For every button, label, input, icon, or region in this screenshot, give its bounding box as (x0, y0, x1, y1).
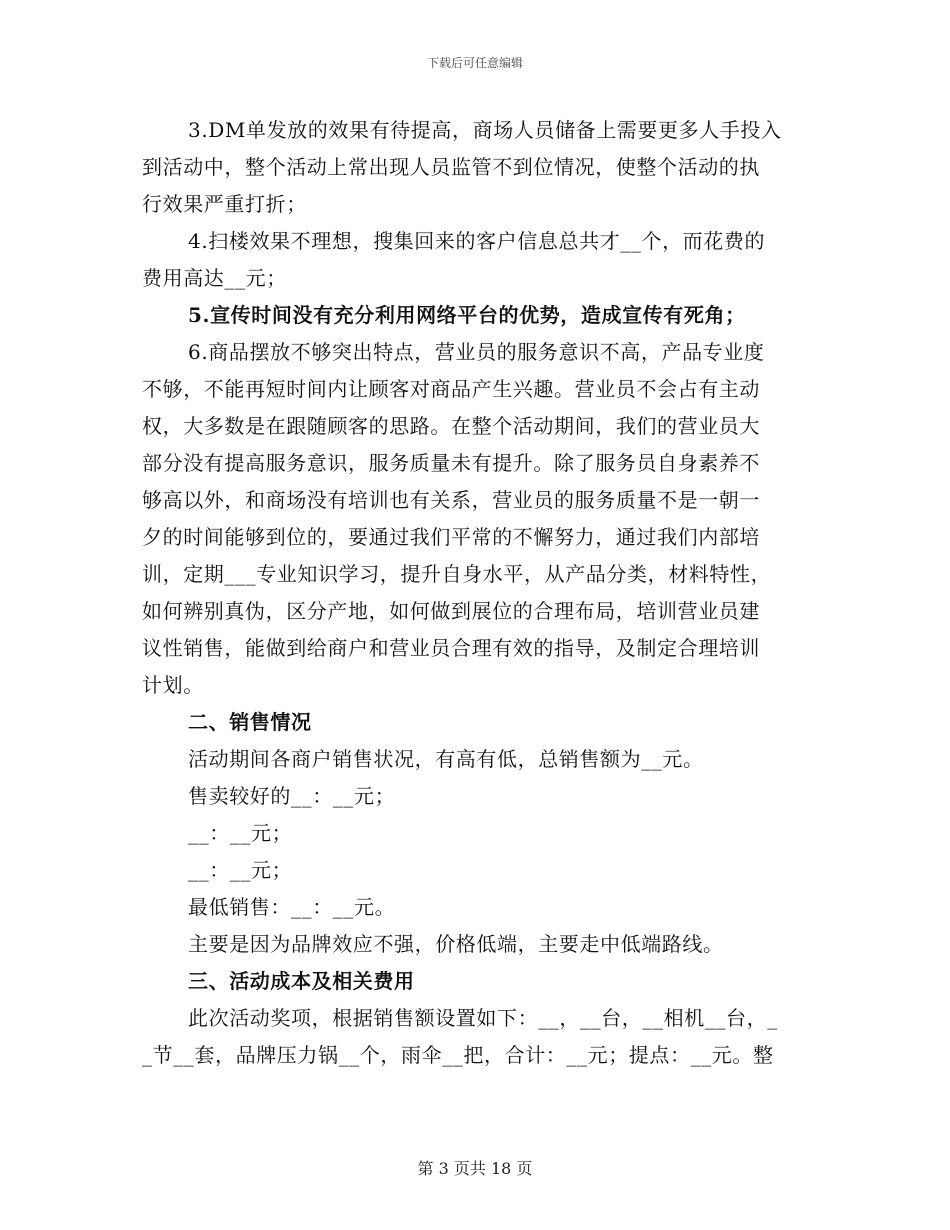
paragraph-line: 最低销售：__：__元。 (188, 895, 396, 919)
paragraph-line: 部分没有提高服务意识，服务质量未有提升。除了服务员自身素养不 (142, 451, 760, 475)
paragraph-line: 训，定期___专业知识学习，提升自身水平，从产品分类，材料特性， (142, 562, 772, 586)
paragraph-line: __：__元； (188, 821, 293, 845)
document-body (142, 112, 802, 1074)
paragraph-line: 费用高达__元； (142, 266, 287, 290)
paragraph-line: 售卖较好的__：__元； (188, 784, 396, 808)
paragraph-line: 3.DM单发放的效果有待提高，商场人员储备上需要更多人手投入 (188, 118, 782, 142)
paragraph-line: 如何辨别真伪，区分产地，如何做到展位的合理布局，培训营业员建 (142, 599, 760, 623)
paragraph-line: 权，大多数是在跟随顾客的思路。在整个活动期间，我们的营业员大 (142, 414, 760, 438)
page-header: 下载后可任意编辑 (426, 56, 523, 70)
page-number: 第 3 页共 18 页 (417, 1159, 533, 1178)
section-heading-costs: 三、活动成本及相关费用 (188, 969, 415, 993)
paragraph-line: 行效果严重打折； (142, 192, 307, 216)
paragraph-line: 此次活动奖项，根据销售额设置如下：__，__台，__相机__台，_ (188, 1006, 778, 1030)
paragraph-line: 议性销售，能做到给商户和营业员合理有效的指导，及制定合理培训 (142, 636, 760, 660)
paragraph-line: __：__元； (188, 858, 293, 882)
paragraph-line: 6.商品摆放不够突出特点，营业员的服务意识不高，产品专业度 (188, 340, 765, 364)
paragraph-line: 4.扫楼效果不理想，搜集回来的客户信息总共才__个，而花费的 (188, 229, 766, 253)
section-heading-sales: 二、销售情况 (188, 710, 312, 734)
paragraph-line: 不够，不能再短时间内让顾客对商品产生兴趣。营业员不会占有主动 (142, 377, 760, 401)
paragraph-line: 计划。 (142, 673, 204, 697)
paragraph-line: _节__套，品牌压力锅__个，雨伞__把，合计：__元；提点：__元。整 (142, 1043, 774, 1067)
paragraph-line: 主要是因为品牌效应不强，价格低端，主要走中低端路线。 (188, 932, 724, 956)
paragraph-line: 夕的时间能够到位的，要通过我们平常的不懈努力，通过我们内部培 (142, 525, 760, 549)
paragraph-line: 到活动中，整个活动上常出现人员监管不到位情况，使整个活动的执 (142, 155, 760, 179)
paragraph-line: 够高以外，和商场没有培训也有关系，营业员的服务质量不是一朝一 (142, 488, 760, 512)
paragraph-line: 活动期间各商户销售状况，有高有低，总销售额为__元。 (188, 747, 704, 771)
bold-paragraph-line: 5.宣传时间没有充分利用网络平台的优势，造成宣传有死角； (188, 303, 746, 327)
